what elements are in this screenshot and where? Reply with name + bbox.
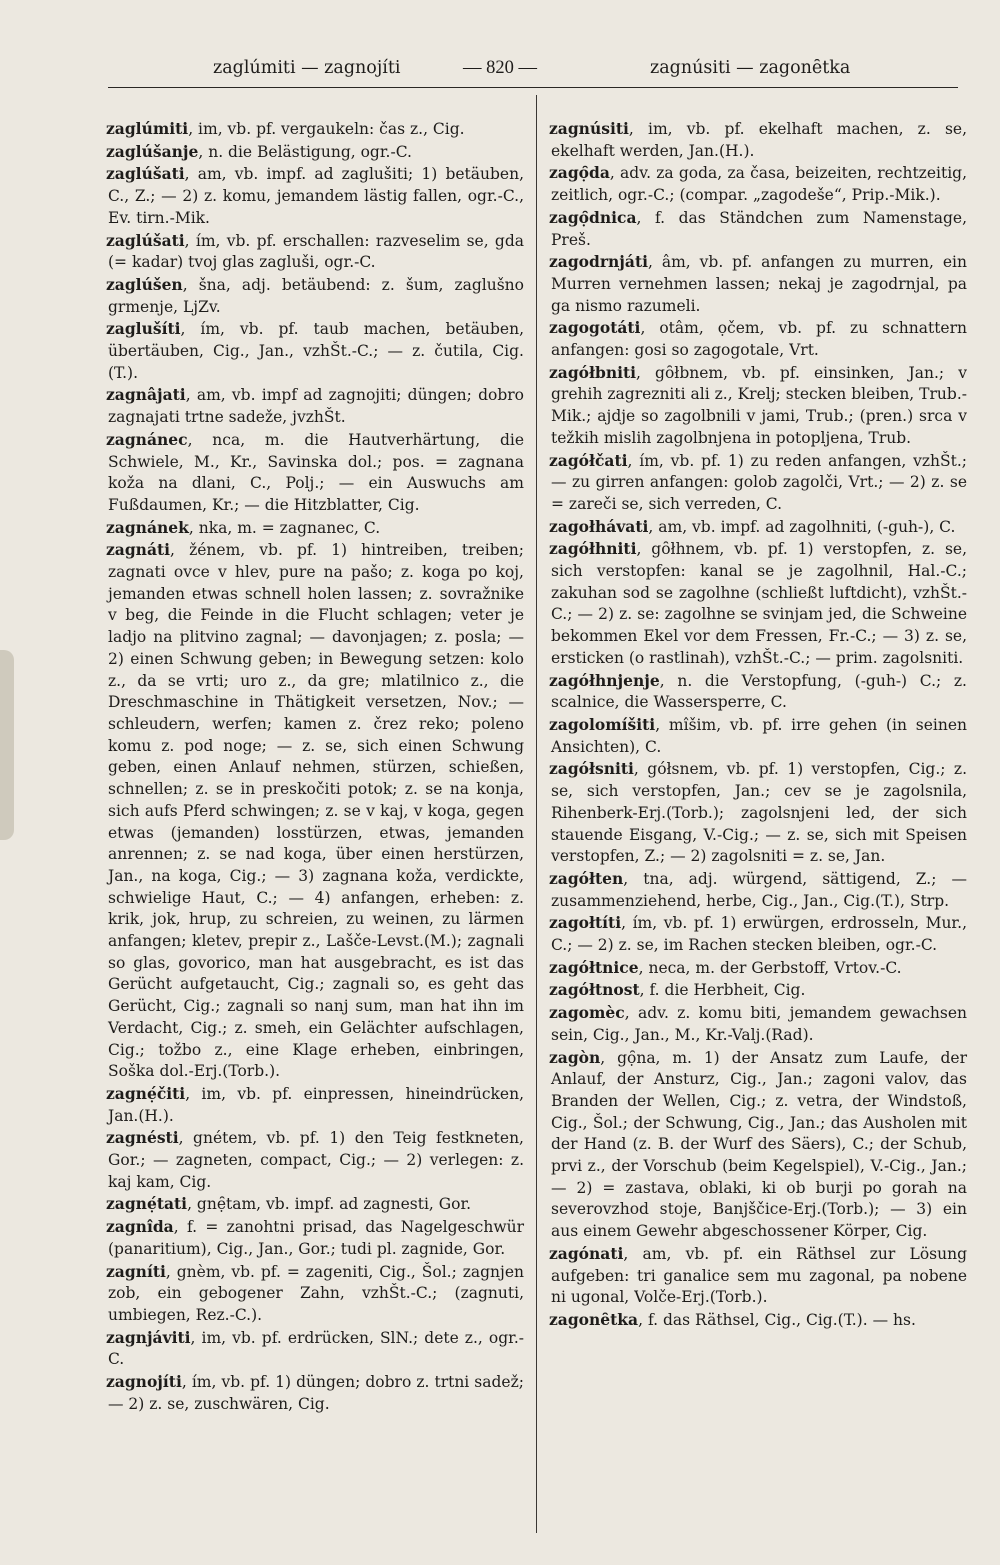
dictionary-entry <box>551 538 967 669</box>
entry-definition: , im, vb. pf. vergaukeln: čas z., Cig. <box>188 120 465 138</box>
entry-headword: zagomèc <box>549 1003 625 1023</box>
entry-definition: , žénem, vb. pf. 1) hintreiben, treiben; zagnati ovce v hlev, pure na pašo; z. koga po koj, jemanden etwas schnell holen lassen; z. sovražnike v beg, die Feinde in die Flucht schlagen; veter je ladjo na plitvino zagnal; — davonjagen; z. posla; — 2) einen Schwung geben; in Bewegung setzen: kolo z., da se vrti; uro z., da gre; mlatilnico z., die Dreschmaschine in Thätigkeit versetzen, Nov.; — schleudern, werfen; kamen z. črez reko; poleno komu z. pod noge; — z. se, sich einen Schwung geben, einen Anlauf nehmen, stürzen, schießen, schnellen; z. se in preskočiti potok; z. se na konja, sich aufs Pferd schwingen; z. se v kaj, v koga, gegen etwas (jemanden) losstürzen, etwas, jemanden anrennen; z. se nad koga, über einen herstürzen, Jan., na koga, Cig.; — 3) zagnana koža, verdickte, schwielige Haut, C.; — 4) anfangen, erheben: z. krik, jok, hrup, zu schreien, zu weinen, zu lärmen anfangen; kletev, prepir z., Lašče-Levst.(M.); zagnali so glas, govorico, man hat ausgebracht, es ist das Gerücht aufgetaucht, Cig.; zagnali so, es geht das Gerücht, Cig.; zagnali so nanj sum, man hat ihn im Verdacht, Cig.; z. smeh, ein Gelächter aufschlagen, Cig.; tožbo z., eine Klage erheben, einbringen, Soška dol.-Erj.(Torb.). <box>108 541 524 1081</box>
entry-definition: , ím, vb. pf. taub machen, betäuben, übertäuben, Cig., Jan., vzhŠt.-C.; — z. čutila, Cig.(T.). <box>108 320 524 382</box>
dictionary-entry <box>551 758 967 868</box>
entry-headword: zagnánec <box>106 429 188 449</box>
dictionary-entry <box>551 516 967 539</box>
dictionary-entry <box>108 163 524 229</box>
entry-definition: , f. das Ständchen zum Namenstage, Preš. <box>551 208 967 249</box>
entry-headword: zagónati <box>549 1243 624 1263</box>
entry-definition: , šna, adj. betäubend: z. šum, zaglušno grmenje, LjZv. <box>108 275 524 316</box>
entry-definition: , tna, adj. würgend, sättigend, Z.; — zusammenziehend, herbe, Cig., Jan., Cig.(T.), Strp. <box>551 869 967 910</box>
entry-definition: , am, vb. pf. ein Räthsel zur Lösung aufgeben: tri ganalice sem mu zagonal, pa nobene ni ugonal, Volče-Erj.(Torb.). <box>551 1244 967 1307</box>
left-column <box>108 118 524 1415</box>
entry-headword: zagnẹ́čiti <box>106 1083 186 1103</box>
entry-headword: zagnúsiti <box>549 119 629 138</box>
entry-headword: zagółhnjenje <box>549 670 660 690</box>
dictionary-entry <box>108 384 524 428</box>
dictionary-entry <box>108 517 524 540</box>
entry-definition: , adv. za goda, za časa, beizeiten, rechtzeitig, zeitlich, ogr.-C.; (compar. „zagodeše“, Prip.-Mik.). <box>551 164 967 205</box>
dictionary-entry <box>551 979 967 1002</box>
entry-headword: zagnîda <box>106 1217 174 1237</box>
dictionary-entry <box>108 1127 524 1193</box>
entry-headword: zagòn <box>549 1047 601 1067</box>
dictionary-entry <box>551 912 967 956</box>
dictionary-entry <box>551 118 967 162</box>
dictionary-entry <box>551 450 967 516</box>
entry-headword: zagnjáviti <box>106 1327 191 1347</box>
entry-definition: , im, vb. pf. ekelhaft machen, z. se, ekelhaft werden, Jan.(H.). <box>551 120 967 160</box>
dictionary-entry <box>551 162 967 206</box>
entry-definition: , n. die Belästigung, ogr.-C. <box>198 142 412 161</box>
entry-headword: zagnánek <box>106 517 189 537</box>
dictionary-entry <box>551 714 967 758</box>
entry-headword: zagogotáti <box>549 318 641 338</box>
entry-headword: zaglúšen <box>106 274 183 294</box>
entry-headword: zagolomíšiti <box>549 714 656 734</box>
right-column <box>551 118 967 1332</box>
entry-definition: , gnèm, vb. pf. = zageniti, Cig., Šol.; zagnjen zob, ein gebogener Zahn, vzhŠt.-C.; (zagnuti, umbiegen, Rez.-C.). <box>108 1262 524 1324</box>
entry-definition: , im, vb. pf. erdrücken, SlN.; dete z., ogr.-C. <box>108 1328 524 1369</box>
dictionary-entry <box>551 207 967 251</box>
entry-headword: zagołhávati <box>549 516 649 536</box>
dictionary-entry <box>108 1216 524 1260</box>
entry-headword: zagọ̑dnica <box>549 207 637 227</box>
entry-headword: zagółtnost <box>549 980 640 1000</box>
dictionary-entry <box>108 318 524 384</box>
entry-definition: , nka, m. = zagnanec, C. <box>188 518 381 537</box>
entry-headword: zaglušíti <box>106 319 181 339</box>
entry-headword: zaglúšanje <box>106 141 199 161</box>
entry-headword: zagọ̑da <box>549 163 610 183</box>
entry-definition: , am, vb. impf ad zagnojiti; düngen; dobro zagnajati trtne sadeže, jvzhŠt. <box>108 386 524 427</box>
entry-definition: , gọ̑na, m. 1) der Ansatz zum Laufe, der Anlauf, der Ansturz, Cig., Jan.; zagoni valov, das Branden der Wellen, Cig.; z. vetra, der Windstoß, Cig., Šol.; der Schwung, Cig., Jan.; das Ausholen mit der Hand (z. B. der Wurf des Säers), C.; der Schub, prvi z., der Vorschub (beim Kegelspiel), V.-Cig., Jan.; — 2) = zastava, oblaki, ki ob burji po gorah na severovzhod stoje, Banjščice-Erj.(Torb.); — 3) ein aus einem Gewehr abgeschossener Körper, Cig. <box>551 1048 967 1241</box>
entry-definition: , ím, vb. pf. 1) zu reden anfangen, vzhŠt.; — zu girren anfangen: golob zagolči, Vrt.; — 2) z. se = zareči se, sich verreden, C. <box>551 451 967 513</box>
dictionary-entry <box>551 1243 967 1309</box>
dictionary-entry <box>108 141 524 164</box>
entry-definition: , adv. z. komu biti, jemandem gewachsen sein, Cig., Jan., M., Kr.-Valj.(Rad). <box>551 1004 967 1044</box>
entry-definition: , im, vb. pf. einpressen, hineindrücken, Jan.(H.). <box>108 1084 524 1125</box>
entry-definition: , neca, m. der Gerbstoff, Vrtov.-C. <box>638 958 902 977</box>
entry-definition: , âm, vb. pf. anfangen zu murren, ein Murren vernehmen lassen; nekaj je zagodrnjal, pa ga nismo razumeli. <box>551 253 967 315</box>
entry-definition: , gȏłbnem, vb. pf. einsinken, Jan.; v grehih zagrezniti ali z., Krelj; stecken bleiben, Trub.-Mik.; ajdje so zagolbnili v jami, Trub.; (pren.) srca v težkih mislih zagolbnjena in potopljena, Trub. <box>551 363 967 447</box>
page-number: — 820 — <box>463 58 537 78</box>
dictionary-entry <box>108 230 524 274</box>
entry-definition: , n. die Verstopfung, (-guh-) C.; z. scalnice, die Wassersperre, C. <box>551 671 967 712</box>
entry-headword: zagnâjati <box>106 385 186 405</box>
dictionary-entry <box>108 274 524 318</box>
entry-headword: zagółsniti <box>549 759 634 779</box>
dictionary-entry <box>551 1047 967 1243</box>
entry-headword: zagnésti <box>106 1128 179 1148</box>
dictionary-entry <box>108 1371 524 1415</box>
dictionary-entry <box>108 1327 524 1371</box>
dictionary-entry <box>551 251 967 317</box>
entry-definition: , nca, m. die Hautverhärtung, die Schwiele, M., Kr., Savinska dol.; pos. = zagnana koža na dlani, C., Polj.; — ein Auswuchs am Fußdaumen, Kr.; — die Hitzblatter, Cig. <box>108 430 524 514</box>
entry-headword: zagołtíti <box>549 913 622 933</box>
dictionary-entry <box>108 1261 524 1327</box>
entry-definition: , gnẹ̑tam, vb. impf. ad zagnesti, Gor. <box>187 1195 472 1214</box>
dictionary-entry <box>108 1083 524 1127</box>
dictionary-entry <box>551 868 967 912</box>
dictionary-entry <box>551 1309 967 1332</box>
entry-headword: zagnojíti <box>106 1372 182 1392</box>
entry-definition: , gnétem, vb. pf. 1) den Teig festkneten, Gor.; — zagneten, compact, Cig.; — 2) verlegen: z. kaj kam, Cig. <box>108 1129 524 1191</box>
running-header <box>0 58 1000 84</box>
page-edge-shadow <box>0 650 14 840</box>
entry-definition: , mîšim, vb. pf. irre gehen (in seinen Ansichten), C. <box>551 715 967 756</box>
header-right-range: zagnúsiti — zagonȇtka <box>650 58 851 78</box>
dictionary-entry <box>551 957 967 980</box>
entry-definition: , f. die Herbheit, Cig. <box>639 981 806 1000</box>
entry-definition: , gȏłhnem, vb. pf. 1) verstopfen, z. se, sich verstopfen: kanal se je zagolhnil, Hal.-C.; zakuhan sod se zagolhne (schließt luftdicht), vzhŠt.-C.; — 2) z. se: zagolhne se svinjam jed, die Schweine bekommen Ekel vor dem Fressen, Fr.-C.; — 3) z. se, ersticken (o rastlinah), vzhŠt.-C.; — prim. zagolsniti. <box>551 540 967 667</box>
entry-headword: zaglúmiti <box>106 119 189 138</box>
dictionary-entry <box>108 539 524 1083</box>
entry-headword: zagodrnjáti <box>549 252 648 272</box>
entry-headword: zagółčati <box>549 450 628 470</box>
entry-definition: , ím, vb. pf. 1) erwürgen, erdrosseln, Mur., C.; — 2) z. se, im Rachen stecken bleiben, ogr.-C. <box>551 914 967 955</box>
entry-definition: , otâm, ọčem, vb. pf. zu schnattern anfangen: gosi so zagogotale, Vrt. <box>551 319 967 360</box>
dictionary-entry <box>551 670 967 714</box>
entry-headword: zagółhniti <box>549 539 637 559</box>
entry-definition: , gółsnem, vb. pf. 1) verstopfen, Cig.; z. se, sich verstopfen, Jan.; cev se je zagolsnila, Rihenberk-Erj.(Torb.); zagolsnjeni led, der sich stauende Eisgang, V.-Cig.; — z. se, sich mit Speisen verstopfen, Z.; — 2) zagolsniti = z. se, Jan. <box>551 760 967 866</box>
dictionary-entry <box>108 429 524 517</box>
entry-headword: zagnẹ́tati <box>106 1194 188 1214</box>
dictionary-entry <box>108 1193 524 1216</box>
entry-definition: , ím, vb. pf. 1) düngen; dobro z. trtni sadež; — 2) z. se, zuschwären, Cig. <box>108 1373 524 1413</box>
entry-definition: , ím, vb. pf. erschallen: razveselim se, gda (= kadar) tvoj glas zagluši, ogr.-C. <box>108 231 524 272</box>
entry-headword: zagnáti <box>106 540 171 560</box>
entry-definition: , f. das Räthsel, Cig., Cig.(T.). — hs. <box>638 1310 916 1329</box>
entry-headword: zaglúšati <box>106 164 185 184</box>
entry-headword: zagółbniti <box>549 362 637 382</box>
entry-definition: , f. = zanohtni prisad, das Nagelgeschwür (panaritium), Cig., Jan., Gor.; tudi pl. zagnide, Gor. <box>108 1218 524 1258</box>
column-divider <box>536 95 537 1533</box>
entry-headword: zaglúšati <box>106 230 185 250</box>
header-left-range: zaglúmiti — zagnojíti <box>213 58 401 78</box>
dictionary-entry <box>108 118 524 141</box>
entry-headword: zagółten <box>549 868 624 888</box>
header-rule <box>108 87 958 88</box>
entry-definition: , am, vb. impf. ad zaglušiti; 1) betäuben, C., Z.; — 2) z. komu, jemandem lästig fallen, ogr.-C., Ev. tirn.-Mik. <box>108 165 524 227</box>
entry-headword: zagółtnice <box>549 957 639 977</box>
dictionary-entry <box>551 362 967 450</box>
entry-definition: , am, vb. impf. ad zagolhniti, (-guh-), C. <box>648 517 956 536</box>
dictionary-entry <box>551 317 967 361</box>
entry-headword: zagníti <box>106 1261 166 1281</box>
dictionary-entry <box>551 1002 967 1046</box>
entry-headword: zagonȇtka <box>549 1309 639 1329</box>
